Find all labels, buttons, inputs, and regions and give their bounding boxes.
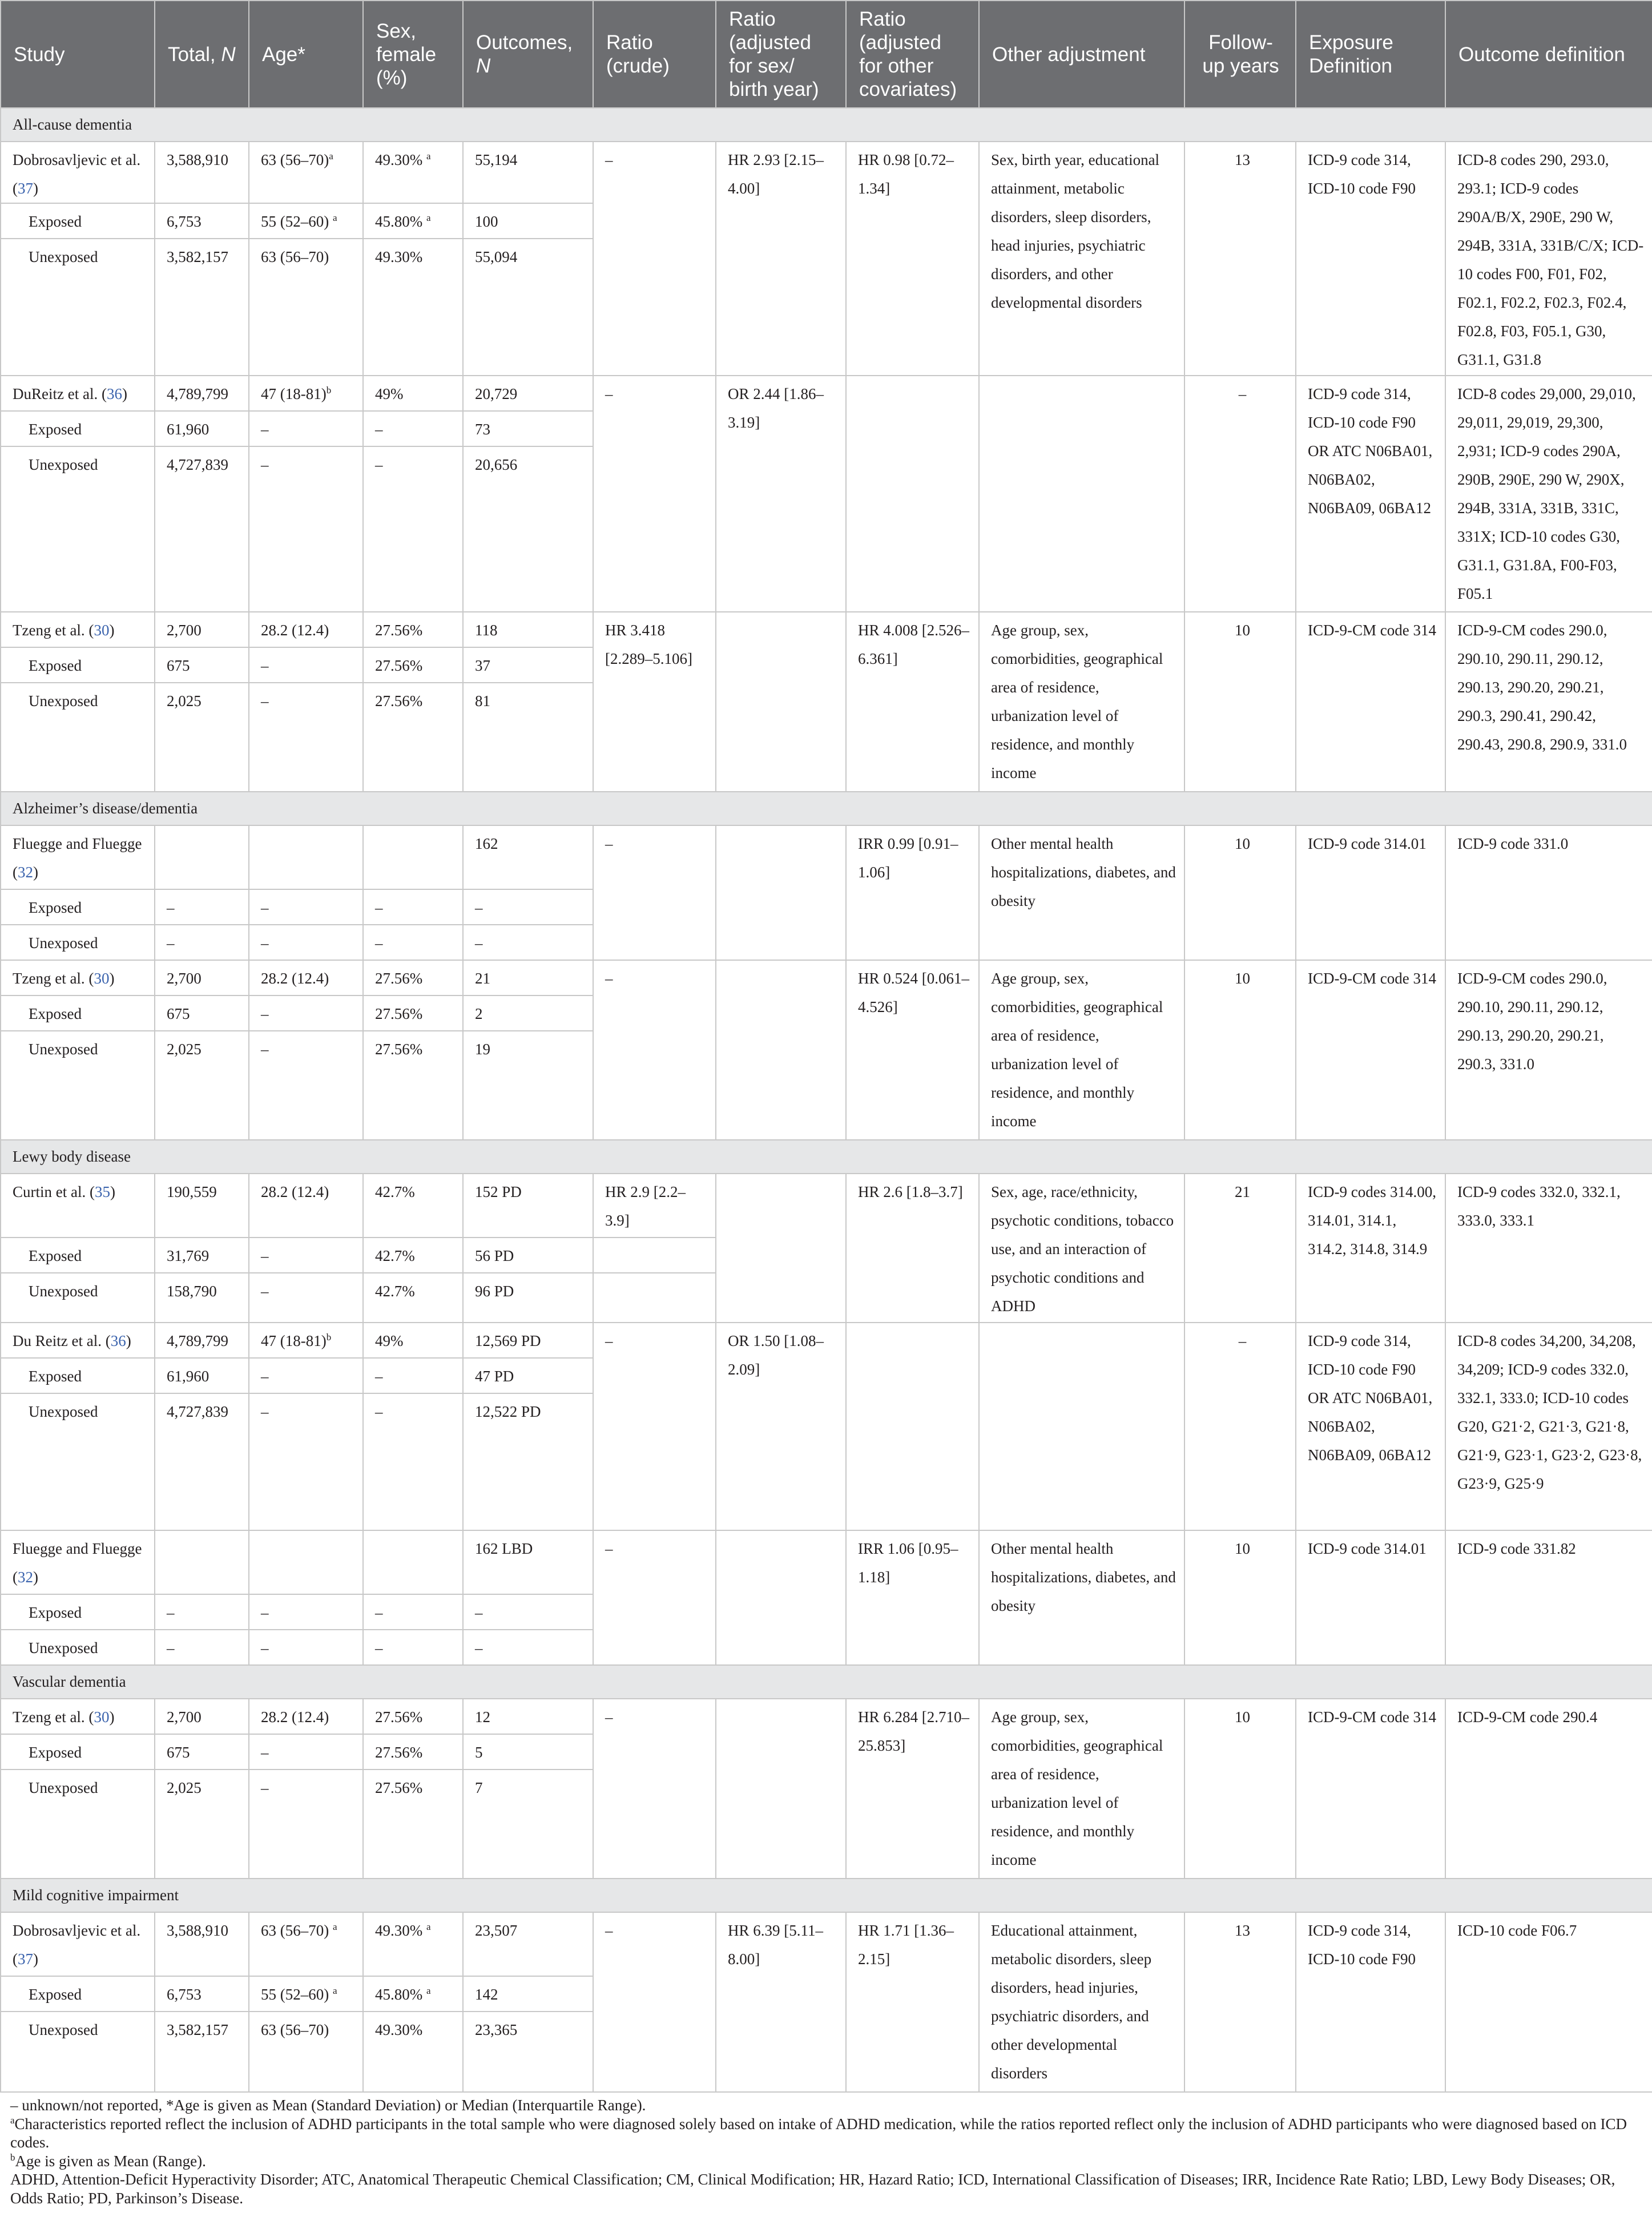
- ratio-crude-cell: HR 2.9 [2.2–3.9]: [593, 1174, 716, 1238]
- other-adjustment-cell: Age group, sex, comorbidities, geographical area of residence, urbanization level of residence, and monthly income: [979, 612, 1184, 792]
- footnote-a: $^a$Characteristics reported reflect the inclusion of ADHD participants in the total sample who were diagnosed solely based on intake of ADHD medication, while the ratios reported reflect only the inclusion of ADHD participants who were diagnosed based on ICD codes.: [10, 2114, 1627, 2151]
- sex-cell: 45.80% $^a$: [363, 1976, 463, 2012]
- table-row: [1, 612, 1652, 647]
- age-cell: 47 $(18-81)^b$: [249, 376, 363, 411]
- outcomes-cell: 19: [463, 1031, 593, 1140]
- sex-cell: –: [363, 411, 463, 446]
- ref-link[interactable]: 37: [18, 1950, 33, 1968]
- total-cell: 4,789,799: [155, 376, 249, 411]
- col-exposure: Exposure Definition: [1296, 1, 1445, 108]
- outcomes-cell: 162 LBD: [463, 1530, 593, 1594]
- ratio-adj-other-cell: IRR 0.99 [0.91–1.06]: [846, 825, 979, 960]
- other-adjustment-cell: Educational attainment, metabolic disorders, sleep disorders, head injuries, psychiatric disorders, and other developmental disorders: [979, 1912, 1184, 2092]
- age-cell: –: [249, 1358, 363, 1393]
- outcomes-cell: 81: [463, 683, 593, 792]
- follow-up-cell: 10: [1184, 960, 1296, 1140]
- study-cell: Dobrosavljevic et al. (37): [1, 1912, 155, 1976]
- unexposed-label: Unexposed: [1, 683, 155, 792]
- sex-cell: 27.56%: [363, 960, 463, 995]
- ratio-crude-cell: –: [593, 1323, 716, 1530]
- total-cell: 6,753: [155, 1976, 249, 2012]
- sex-cell: 42.7%: [363, 1238, 463, 1273]
- other-adjustment-cell: Sex, birth year, educational attainment, metabolic disorders, sleep disorders, head injuries, psychiatric disorders, and other developmental disorders: [979, 142, 1184, 376]
- ratio-adj-other-cell: [846, 1323, 979, 1530]
- sex-cell: 27.56%: [363, 1770, 463, 1879]
- ratio-adj-other-cell: IRR 1.06 [0.95–1.18]: [846, 1530, 979, 1665]
- other-adjustment-cell: Age group, sex, comorbidities, geographical area of residence, urbanization level of residence, and monthly income: [979, 1699, 1184, 1879]
- table-row: [1, 1530, 1652, 1594]
- total-cell: 675: [155, 647, 249, 683]
- ratio-adj-sex-cell: [716, 1530, 846, 1665]
- total-cell: [155, 825, 249, 889]
- sex-cell: 27.56%: [363, 995, 463, 1031]
- total-cell: 2,025: [155, 683, 249, 792]
- section-row: [1, 1665, 1652, 1699]
- study-cell: DuReitz et al. (36): [1, 376, 155, 411]
- outcomes-cell: 5: [463, 1734, 593, 1770]
- exposed-label: Exposed: [1, 203, 155, 239]
- ratio-adj-other-cell: [846, 376, 979, 612]
- sex-cell: –: [363, 446, 463, 612]
- age-cell: 28.2 (12.4): [249, 612, 363, 647]
- unexposed-label: Unexposed: [1, 1393, 155, 1530]
- ref-link[interactable]: 36: [106, 385, 122, 402]
- ratio-adj-other-cell: HR 0.98 [0.72–1.34]: [846, 142, 979, 376]
- sex-cell: [363, 1530, 463, 1594]
- study-cell: Tzeng et al. (30): [1, 612, 155, 647]
- outcomes-cell: 20,729: [463, 376, 593, 411]
- age-cell: –: [249, 1770, 363, 1879]
- ref-link[interactable]: 37: [18, 180, 33, 197]
- col-age: Age*: [249, 1, 363, 108]
- outcomes-cell: 142: [463, 1976, 593, 2012]
- outcomes-cell: 162: [463, 825, 593, 889]
- ratio-adj-sex-cell: [716, 960, 846, 1140]
- ratio-crude-cell: [593, 1238, 716, 1273]
- age-cell: 55 (52–60) $^a$: [249, 1976, 363, 2012]
- age-cell: –: [249, 1031, 363, 1140]
- outcome-def-cell: ICD-8 codes 29,000, 29,010, 29,011, 29,019, 29,300, 2,931; ICD-9 codes 290A, 290B, 290E, 290 W, 290X, 294B, 331A, 331B, 331C, 331X; ICD-10 codes G30, G31.1, G31.8A, F00-F03, F05.1: [1445, 376, 1652, 612]
- unexposed-label: Unexposed: [1, 1630, 155, 1665]
- total-cell: 675: [155, 1734, 249, 1770]
- outcomes-cell: 47 PD: [463, 1358, 593, 1393]
- outcomes-cell: 118: [463, 612, 593, 647]
- sex-cell: –: [363, 1358, 463, 1393]
- study-cell: Curtin et al. (35): [1, 1174, 155, 1238]
- ratio-adj-sex-cell: [716, 1699, 846, 1879]
- age-cell: –: [249, 1393, 363, 1530]
- age-cell: 63 $(56-70)^a$: [249, 142, 363, 203]
- total-cell: 61,960: [155, 411, 249, 446]
- ref-link[interactable]: 32: [18, 864, 33, 881]
- age-cell: 63 (56–70): [249, 239, 363, 376]
- total-cell: 61,960: [155, 1358, 249, 1393]
- col-ratio-adj-sex: Ratio (adjusted for sex/ birth year): [716, 1, 846, 108]
- study-cell: Fluegge and Fluegge (32): [1, 1530, 155, 1594]
- total-cell: 158,790: [155, 1273, 249, 1323]
- col-outcome-def: Outcome definition: [1445, 1, 1652, 108]
- follow-up-cell: 10: [1184, 1530, 1296, 1665]
- ref-link[interactable]: 35: [94, 1183, 110, 1200]
- exposed-label: Exposed: [1, 411, 155, 446]
- ref-link[interactable]: 36: [110, 1332, 126, 1349]
- exposure-cell: ICD-9-CM code 314: [1296, 612, 1445, 792]
- total-cell: 3,588,910: [155, 142, 249, 203]
- outcomes-cell: 37: [463, 647, 593, 683]
- outcome-def-cell: ICD-8 codes 290, 293.0, 293.1; ICD-9 codes 290A/B/X, 290E, 290 W, 294B, 331A, 331B/C/X; ICD-10 codes F00, F01, F02, F02.1, F02.2, F02.3, F02.4, F02.8, F03, F05.1, G30, G31.1, G31.8: [1445, 142, 1652, 376]
- unexposed-label: Unexposed: [1, 2012, 155, 2092]
- age-cell: 55 (52–60) $^a$: [249, 203, 363, 239]
- sex-cell: 49.30% $^a$: [363, 142, 463, 203]
- ratio-crude-cell: –: [593, 1699, 716, 1879]
- age-cell: 63 (56–70) $^a$: [249, 1912, 363, 1976]
- total-cell: 2,700: [155, 612, 249, 647]
- exposed-label: Exposed: [1, 1976, 155, 2012]
- header-row: [1, 1, 1652, 108]
- age-cell: 28.2 (12.4): [249, 1699, 363, 1734]
- outcomes-cell: 12,569 PD: [463, 1323, 593, 1358]
- outcomes-cell: 73: [463, 411, 593, 446]
- total-cell: 190,559: [155, 1174, 249, 1238]
- outcomes-cell: 23,365: [463, 2012, 593, 2092]
- total-cell: 4,789,799: [155, 1323, 249, 1358]
- sex-cell: –: [363, 925, 463, 960]
- age-cell: –: [249, 411, 363, 446]
- study-cell: Du Reitz et al. (36): [1, 1323, 155, 1358]
- unexposed-label: Unexposed: [1, 446, 155, 612]
- ratio-crude-cell: [593, 1273, 716, 1323]
- sex-cell: 27.56%: [363, 647, 463, 683]
- sex-cell: –: [363, 1393, 463, 1530]
- exposed-label: Exposed: [1, 1238, 155, 1273]
- ratio-adj-other-cell: HR 2.6 [1.8–3.7]: [846, 1174, 979, 1323]
- ratio-crude-cell: –: [593, 1530, 716, 1665]
- other-adjustment-cell: Sex, age, race/ethnicity, psychotic conditions, tobacco use, and an interaction of psychotic conditions and ADHD: [979, 1174, 1184, 1323]
- section-row: [1, 108, 1652, 142]
- follow-up-cell: 13: [1184, 1912, 1296, 2092]
- ratio-adj-sex-cell: OR 1.50 [1.08–2.09]: [716, 1323, 846, 1530]
- total-cell: 31,769: [155, 1238, 249, 1273]
- total-cell: –: [155, 889, 249, 925]
- sex-cell: 27.56%: [363, 1734, 463, 1770]
- unexposed-label: Unexposed: [1, 1273, 155, 1323]
- outcome-def-cell: ICD-9 code 331.82: [1445, 1530, 1652, 1665]
- total-cell: –: [155, 925, 249, 960]
- section-lewy-body: Lewy body disease: [1, 1140, 1652, 1174]
- total-cell: –: [155, 1630, 249, 1665]
- sex-cell: 49.30%: [363, 239, 463, 376]
- sex-cell: 49%: [363, 376, 463, 411]
- sex-cell: 42.7%: [363, 1273, 463, 1323]
- outcomes-cell: –: [463, 1630, 593, 1665]
- other-adjustment-cell: Other mental health hospitalizations, diabetes, and obesity: [979, 825, 1184, 960]
- ratio-adj-other-cell: HR 0.524 [0.061–4.526]: [846, 960, 979, 1140]
- total-cell: 4,727,839: [155, 446, 249, 612]
- total-cell: 675: [155, 995, 249, 1031]
- follow-up-cell: 10: [1184, 825, 1296, 960]
- section-row: [1, 1879, 1652, 1912]
- footnote-abbreviations: ADHD, Attention-Deficit Hyperactivity Disorder; ATC, Anatomical Therapeutic Chemical Classification; CM, Clinical Modification; HR, Hazard Ratio; ICD, International Classification of Diseases; IRR, Incidence Rate Ratio; LBD, Lewy Body Diseases; OR, Odds Ratio; PD, Parkinson’s Disease.: [10, 2171, 1615, 2207]
- total-cell: 2,700: [155, 960, 249, 995]
- outcomes-cell: 96 PD: [463, 1273, 593, 1323]
- age-cell: [249, 825, 363, 889]
- other-adjustment-cell: Age group, sex, comorbidities, geographical area of residence, urbanization level of residence, and monthly income: [979, 960, 1184, 1140]
- outcomes-cell: 2: [463, 995, 593, 1031]
- sex-cell: –: [363, 1630, 463, 1665]
- exposure-cell: ICD-9 code 314, ICD-10 code F90 OR ATC N06BA01, N06BA02, N06BA09, 06BA12: [1296, 376, 1445, 612]
- other-adjustment-cell: [979, 376, 1184, 612]
- ratio-adj-other-cell: HR 4.008 [2.526–6.361]: [846, 612, 979, 792]
- outcomes-cell: –: [463, 1594, 593, 1630]
- age-cell: –: [249, 1594, 363, 1630]
- outcomes-cell: 100: [463, 203, 593, 239]
- footnote-b: $^b$Age is given as Mean (Range).: [10, 2151, 206, 2170]
- outcomes-cell: 55,094: [463, 239, 593, 376]
- exposure-cell: ICD-9 codes 314.00, 314.01, 314.1, 314.2, 314.8, 314.9: [1296, 1174, 1445, 1323]
- col-outcomes: Outcomes, N: [463, 1, 593, 108]
- outcome-def-cell: ICD-8 codes 34,200, 34,208, 34,209; ICD-9 codes 332.0, 332.1, 333.0; ICD-10 codes G20, G21·2, G21·3, G21·8, G21·9, G23·1, G23·2, G23·8, G23·9, G25·9: [1445, 1323, 1652, 1530]
- total-cell: 4,727,839: [155, 1393, 249, 1530]
- age-cell: –: [249, 995, 363, 1031]
- table-row: [1, 1323, 1652, 1358]
- exposed-label: Exposed: [1, 1734, 155, 1770]
- section-all-cause-dementia: All-cause dementia: [1, 108, 1652, 142]
- ratio-crude-cell: –: [593, 1912, 716, 2092]
- sex-cell: –: [363, 889, 463, 925]
- outcomes-cell: 55,194: [463, 142, 593, 203]
- total-cell: 2,025: [155, 1770, 249, 1879]
- section-row: [1, 792, 1652, 825]
- col-ratio-crude: Ratio (crude): [593, 1, 716, 108]
- outcomes-cell: 12: [463, 1699, 593, 1734]
- age-cell: –: [249, 1273, 363, 1323]
- outcomes-cell: 12,522 PD: [463, 1393, 593, 1530]
- total-cell: 2,700: [155, 1699, 249, 1734]
- study-cell: Tzeng et al. (30): [1, 1699, 155, 1734]
- outcomes-cell: –: [463, 889, 593, 925]
- outcome-def-cell: ICD-9 code 331.0: [1445, 825, 1652, 960]
- total-cell: 3,582,157: [155, 239, 249, 376]
- exposure-cell: ICD-9-CM code 314: [1296, 960, 1445, 1140]
- section-vascular-dementia: Vascular dementia: [1, 1665, 1652, 1699]
- section-alzheimers: Alzheimer’s disease/dementia: [1, 792, 1652, 825]
- exposure-cell: ICD-9 code 314, ICD-10 code F90: [1296, 1912, 1445, 2092]
- follow-up-cell: 10: [1184, 1699, 1296, 1879]
- table-row: [1, 1699, 1652, 1734]
- age-cell: –: [249, 1734, 363, 1770]
- sex-cell: –: [363, 1594, 463, 1630]
- sex-cell: 42.7%: [363, 1174, 463, 1238]
- follow-up-cell: 13: [1184, 142, 1296, 376]
- age-cell: –: [249, 683, 363, 792]
- table-row: [1, 960, 1652, 995]
- ratio-adj-sex-cell: [716, 1174, 846, 1323]
- age-cell: 47 $(18-81)^b$: [249, 1323, 363, 1358]
- col-sex: Sex, female (%): [363, 1, 463, 108]
- ratio-adj-sex-cell: [716, 612, 846, 792]
- exposure-cell: ICD-9 code 314.01: [1296, 825, 1445, 960]
- study-cell: Tzeng et al. (30): [1, 960, 155, 995]
- table-footnotes: [10, 2096, 1643, 2207]
- table-row: [1, 1174, 1652, 1238]
- age-cell: 63 (56–70): [249, 2012, 363, 2092]
- age-cell: [249, 1530, 363, 1594]
- study-cell: Dobrosavljevic et al. (37): [1, 142, 155, 203]
- ratio-adj-sex-cell: OR 2.44 [1.86–3.19]: [716, 376, 846, 612]
- study-cell: Fluegge and Fluegge (32): [1, 825, 155, 889]
- outcomes-cell: –: [463, 925, 593, 960]
- total-cell: 2,025: [155, 1031, 249, 1140]
- outcomes-cell: 21: [463, 960, 593, 995]
- outcome-def-cell: ICD-10 code F06.7: [1445, 1912, 1652, 2092]
- exposed-label: Exposed: [1, 1358, 155, 1393]
- exposure-cell: ICD-9 code 314, ICD-10 code F90: [1296, 142, 1445, 376]
- ratio-crude-cell: –: [593, 825, 716, 960]
- age-cell: –: [249, 647, 363, 683]
- table-row: [1, 825, 1652, 889]
- ratio-adj-sex-cell: HR 6.39 [5.11–8.00]: [716, 1912, 846, 2092]
- outcomes-cell: 7: [463, 1770, 593, 1879]
- table-row: [1, 142, 1652, 203]
- age-cell: 28.2 (12.4): [249, 1174, 363, 1238]
- sex-cell: 27.56%: [363, 683, 463, 792]
- exposed-label: Exposed: [1, 647, 155, 683]
- sex-cell: 49.30% $^a$: [363, 1912, 463, 1976]
- total-cell: 6,753: [155, 203, 249, 239]
- ratio-adj-sex-cell: HR 2.93 [2.15–4.00]: [716, 142, 846, 376]
- exposed-label: Exposed: [1, 995, 155, 1031]
- col-other-adjustment: Other adjustment: [979, 1, 1184, 108]
- other-adjustment-cell: Other mental health hospitalizations, diabetes, and obesity: [979, 1530, 1184, 1665]
- total-cell: [155, 1530, 249, 1594]
- unexposed-label: Unexposed: [1, 1031, 155, 1140]
- exposed-label: Exposed: [1, 1594, 155, 1630]
- follow-up-cell: –: [1184, 376, 1296, 612]
- sex-cell: 49.30%: [363, 2012, 463, 2092]
- ref-link[interactable]: 30: [94, 970, 110, 987]
- outcomes-cell: 152 PD: [463, 1174, 593, 1238]
- follow-up-cell: 10: [1184, 612, 1296, 792]
- ratio-crude-cell: –: [593, 376, 716, 612]
- outcome-def-cell: ICD-9 codes 332.0, 332.1, 333.0, 333.1: [1445, 1174, 1652, 1323]
- outcomes-cell: 20,656: [463, 446, 593, 612]
- ref-link[interactable]: 32: [18, 1569, 33, 1586]
- ratio-adj-sex-cell: [716, 825, 846, 960]
- outcome-def-cell: ICD-9-CM code 290.4: [1445, 1699, 1652, 1879]
- age-cell: –: [249, 1238, 363, 1273]
- col-study: Study: [1, 1, 155, 108]
- col-follow-up: Follow-up years: [1184, 1, 1296, 108]
- sex-cell: [363, 825, 463, 889]
- ratio-crude-cell: HR 3.418 [2.289–5.106]: [593, 612, 716, 792]
- outcomes-cell: 56 PD: [463, 1238, 593, 1273]
- section-mild-cognitive-impairment: Mild cognitive impairment: [1, 1879, 1652, 1912]
- ref-link[interactable]: 30: [94, 622, 110, 639]
- sex-cell: 45.80% $^a$: [363, 203, 463, 239]
- ratio-crude-cell: –: [593, 960, 716, 1140]
- total-cell: –: [155, 1594, 249, 1630]
- exposure-cell: ICD-9 code 314.01: [1296, 1530, 1445, 1665]
- sex-cell: 27.56%: [363, 1031, 463, 1140]
- sex-cell: 49%: [363, 1323, 463, 1358]
- ratio-crude-cell: –: [593, 142, 716, 376]
- section-row: [1, 1140, 1652, 1174]
- exposure-cell: ICD-9 code 314, ICD-10 code F90 OR ATC N06BA01, N06BA02, N06BA09, 06BA12: [1296, 1323, 1445, 1530]
- total-cell: 3,582,157: [155, 2012, 249, 2092]
- ratio-adj-other-cell: HR 1.71 [1.36–2.15]: [846, 1912, 979, 2092]
- sex-cell: 27.56%: [363, 612, 463, 647]
- exposure-cell: ICD-9-CM code 314: [1296, 1699, 1445, 1879]
- sex-cell: 27.56%: [363, 1699, 463, 1734]
- unexposed-label: Unexposed: [1, 1770, 155, 1879]
- table-row: [1, 376, 1652, 411]
- age-cell: –: [249, 1630, 363, 1665]
- outcome-def-cell: ICD-9-CM codes 290.0, 290.10, 290.11, 290.12, 290.13, 290.20, 290.21, 290.3, 290.41, 290.42, 290.43, 290.8, 290.9, 331.0: [1445, 612, 1652, 792]
- age-cell: –: [249, 889, 363, 925]
- unexposed-label: Unexposed: [1, 925, 155, 960]
- col-ratio-adj-other: Ratio (adjusted for other covariates): [846, 1, 979, 108]
- footnote-abbrev-dash: – unknown/not reported, *Age is given as Mean (Standard Deviation) or Median (Interquartile Range).: [10, 2097, 646, 2114]
- age-cell: –: [249, 925, 363, 960]
- ref-link[interactable]: 30: [94, 1708, 110, 1726]
- follow-up-cell: 21: [1184, 1174, 1296, 1323]
- ratio-adj-other-cell: HR 6.284 [2.710–25.853]: [846, 1699, 979, 1879]
- outcomes-cell: 23,507: [463, 1912, 593, 1976]
- unexposed-label: Unexposed: [1, 239, 155, 376]
- total-cell: 3,588,910: [155, 1912, 249, 1976]
- table-row: [1, 1912, 1652, 1976]
- follow-up-cell: –: [1184, 1323, 1296, 1530]
- exposed-label: Exposed: [1, 889, 155, 925]
- other-adjustment-cell: [979, 1323, 1184, 1530]
- outcome-def-cell: ICD-9-CM codes 290.0, 290.10, 290.11, 290.12, 290.13, 290.20, 290.21, 290.3, 331.0: [1445, 960, 1652, 1140]
- age-cell: 28.2 (12.4): [249, 960, 363, 995]
- age-cell: –: [249, 446, 363, 612]
- col-total: Total, N: [155, 1, 249, 108]
